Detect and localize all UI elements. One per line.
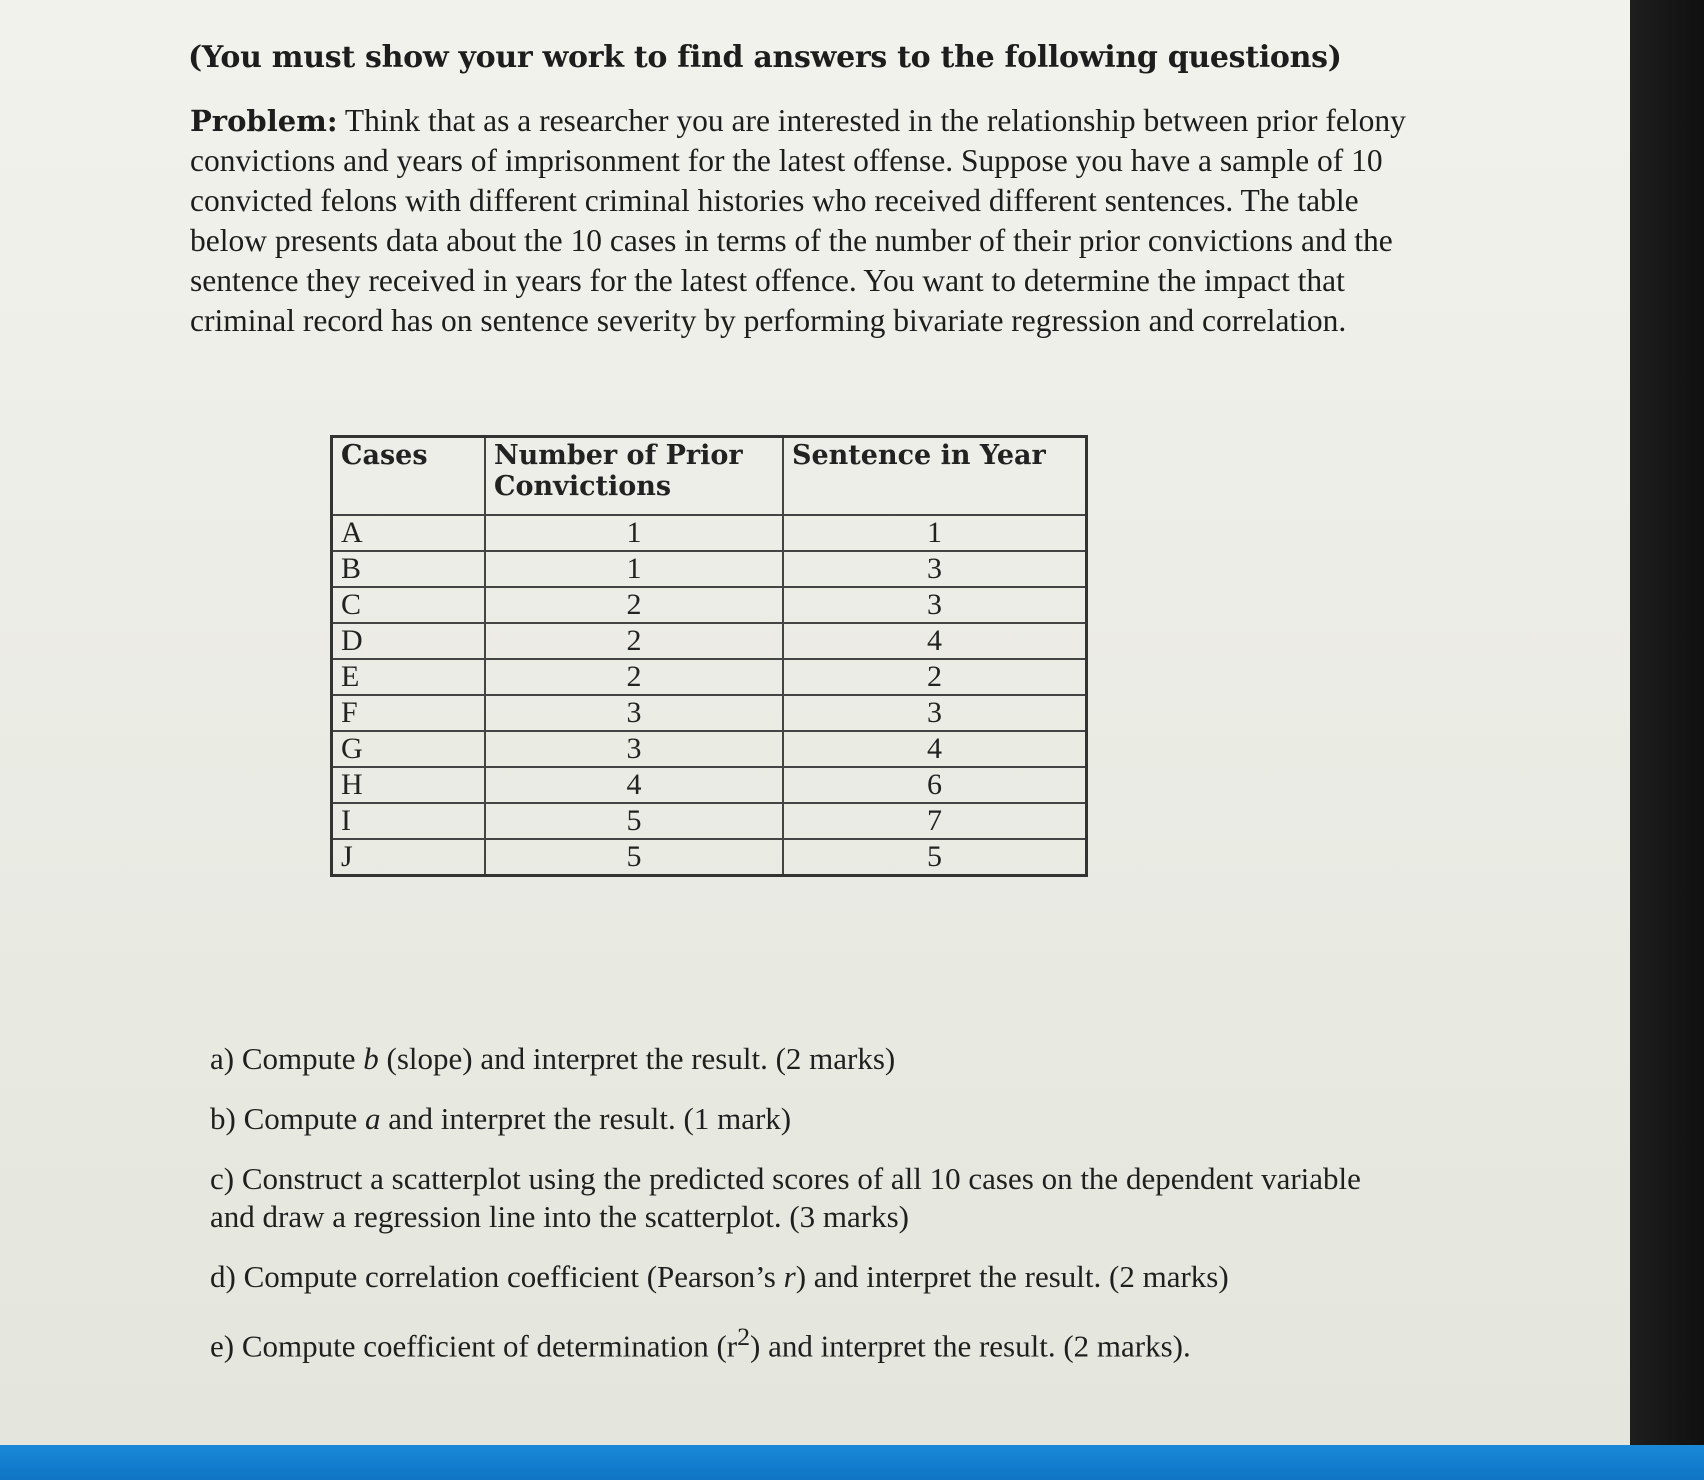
header-sentence: Sentence in Year	[783, 437, 1087, 516]
data-table	[330, 435, 1088, 877]
case-cell: A	[332, 515, 486, 551]
table-row	[332, 623, 1087, 659]
prior-cell: 1	[485, 551, 783, 587]
case-cell: F	[332, 695, 486, 731]
instructions-heading: (You must show your work to find answers to the following questions)	[188, 40, 1342, 75]
sentence-cell: 4	[783, 623, 1087, 659]
sentence-cell: 2	[783, 659, 1087, 695]
case-cell: D	[332, 623, 486, 659]
case-cell: B	[332, 551, 486, 587]
table-row	[332, 659, 1087, 695]
question-b	[210, 1100, 1410, 1138]
sentence-cell: 3	[783, 587, 1087, 623]
question-text: (slope) and interpret the result. (2 marks)	[378, 1041, 896, 1076]
question-text: c) Construct a scatterplot using the predicted scores of all 10 cases on the dependent variable and draw a regression line into the scatterplot. (3 marks)	[210, 1161, 1361, 1234]
prior-cell: 4	[485, 767, 783, 803]
question-text: and interpret the result. (1 mark)	[380, 1101, 792, 1136]
case-cell: H	[332, 767, 486, 803]
case-cell: C	[332, 587, 486, 623]
table-row	[332, 551, 1087, 587]
taskbar[interactable]	[0, 1445, 1704, 1480]
question-a	[210, 1040, 1410, 1078]
problem-label: Problem:	[190, 104, 338, 138]
question-variable: a	[365, 1101, 381, 1136]
sentence-cell: 6	[783, 767, 1087, 803]
prior-cell: 1	[485, 515, 783, 551]
question-superscript: 2	[737, 1322, 751, 1351]
question-text: b) Compute	[210, 1101, 365, 1136]
table-row	[332, 839, 1087, 876]
sentence-cell: 3	[783, 695, 1087, 731]
question-variable: b	[363, 1041, 379, 1076]
prior-cell: 5	[485, 839, 783, 876]
document-body	[188, 28, 1428, 341]
question-text: ) and interpret the result. (2 marks).	[750, 1328, 1191, 1364]
prior-cell: 2	[485, 623, 783, 659]
case-cell: G	[332, 731, 486, 767]
question-list	[210, 1040, 1410, 1387]
question-text: d) Compute correlation coefficient (Pearson’s	[210, 1259, 784, 1294]
case-cell: J	[332, 839, 486, 876]
prior-cell: 2	[485, 587, 783, 623]
problem-paragraph	[190, 101, 1430, 341]
case-cell: E	[332, 659, 486, 695]
table-row	[332, 803, 1087, 839]
sentence-cell: 1	[783, 515, 1087, 551]
question-d	[210, 1258, 1410, 1296]
header-prior-convictions: Number of Prior Convictions	[485, 437, 783, 516]
sentence-cell: 4	[783, 731, 1087, 767]
case-cell: I	[332, 803, 486, 839]
question-text: ) and interpret the result. (2 marks)	[795, 1259, 1229, 1294]
question-text: e) Compute coefficient of determination (r	[210, 1328, 738, 1364]
monitor-bezel	[1630, 0, 1704, 1480]
prior-cell: 3	[485, 695, 783, 731]
prior-cell: 5	[485, 803, 783, 839]
question-variable: r	[783, 1259, 796, 1294]
table-row	[332, 515, 1087, 551]
question-e	[210, 1318, 1410, 1365]
sentence-cell: 5	[783, 839, 1087, 876]
header-cases: Cases	[332, 437, 486, 516]
question-c	[210, 1160, 1410, 1236]
sentence-cell: 3	[783, 551, 1087, 587]
table-header-row	[332, 437, 1087, 516]
prior-cell: 3	[485, 731, 783, 767]
prior-cell: 2	[485, 659, 783, 695]
question-text: a) Compute	[210, 1041, 364, 1076]
sentence-cell: 7	[783, 803, 1087, 839]
table-row	[332, 587, 1087, 623]
problem-text: Think that as a researcher you are interested in the relationship between prior felony convictions and years of imprisonment for the latest offense. Suppose you have a sample of 10 convicted felons with different criminal histories who received different sentences. The table below presents data about the 10 cases in terms of the number of their prior convictions and the sentence they received in years for the latest offence. You want to determine the impact that criminal record has on sentence severity by performing bivariate regression and correlation.	[190, 103, 1406, 338]
table-row	[332, 731, 1087, 767]
table-row	[332, 767, 1087, 803]
table-row	[332, 695, 1087, 731]
